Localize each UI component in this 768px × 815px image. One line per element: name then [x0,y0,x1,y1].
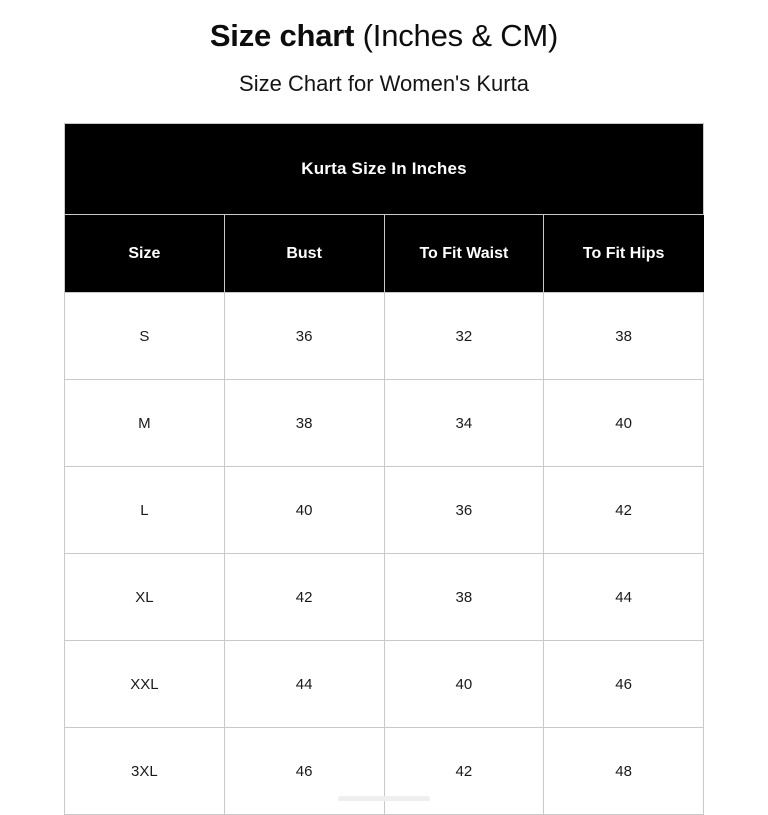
table-banner: Kurta Size In Inches [65,124,704,215]
page-title [0,16,768,56]
cell-bust: 36 [224,293,384,380]
table-row [65,728,704,815]
table-row [65,293,704,380]
cell-bust: 46 [224,728,384,815]
table-row [65,554,704,641]
cell-waist: 32 [384,293,544,380]
page-title-light: (Inches & CM) [354,18,559,53]
cell-waist: 38 [384,554,544,641]
column-header-hips: To Fit Hips [544,215,704,293]
cell-hips: 38 [544,293,704,380]
bottom-handle [338,796,430,801]
cell-hips: 48 [544,728,704,815]
cell-size: XXL [65,641,225,728]
table-banner-row [65,124,704,215]
table-row [65,380,704,467]
cell-bust: 44 [224,641,384,728]
column-header-bust: Bust [224,215,384,293]
cell-bust: 38 [224,380,384,467]
cell-size: L [65,467,225,554]
table-header-row [65,215,704,293]
table-row [65,467,704,554]
column-header-waist: To Fit Waist [384,215,544,293]
cell-hips: 40 [544,380,704,467]
title-block [0,0,768,99]
cell-waist: 34 [384,380,544,467]
cell-bust: 42 [224,554,384,641]
cell-waist: 36 [384,467,544,554]
column-header-size: Size [65,215,225,293]
table-row [65,641,704,728]
cell-size: S [65,293,225,380]
page-subtitle: Size Chart for Women's Kurta [239,71,529,96]
size-chart-container [64,123,704,815]
cell-size: 3XL [65,728,225,815]
cell-bust: 40 [224,467,384,554]
size-chart-table [64,123,704,815]
cell-size: M [65,380,225,467]
cell-waist: 40 [384,641,544,728]
cell-size: XL [65,554,225,641]
cell-hips: 46 [544,641,704,728]
cell-hips: 44 [544,554,704,641]
page-title-strong: Size chart [209,18,355,53]
cell-hips: 42 [544,467,704,554]
cell-waist: 42 [384,728,544,815]
